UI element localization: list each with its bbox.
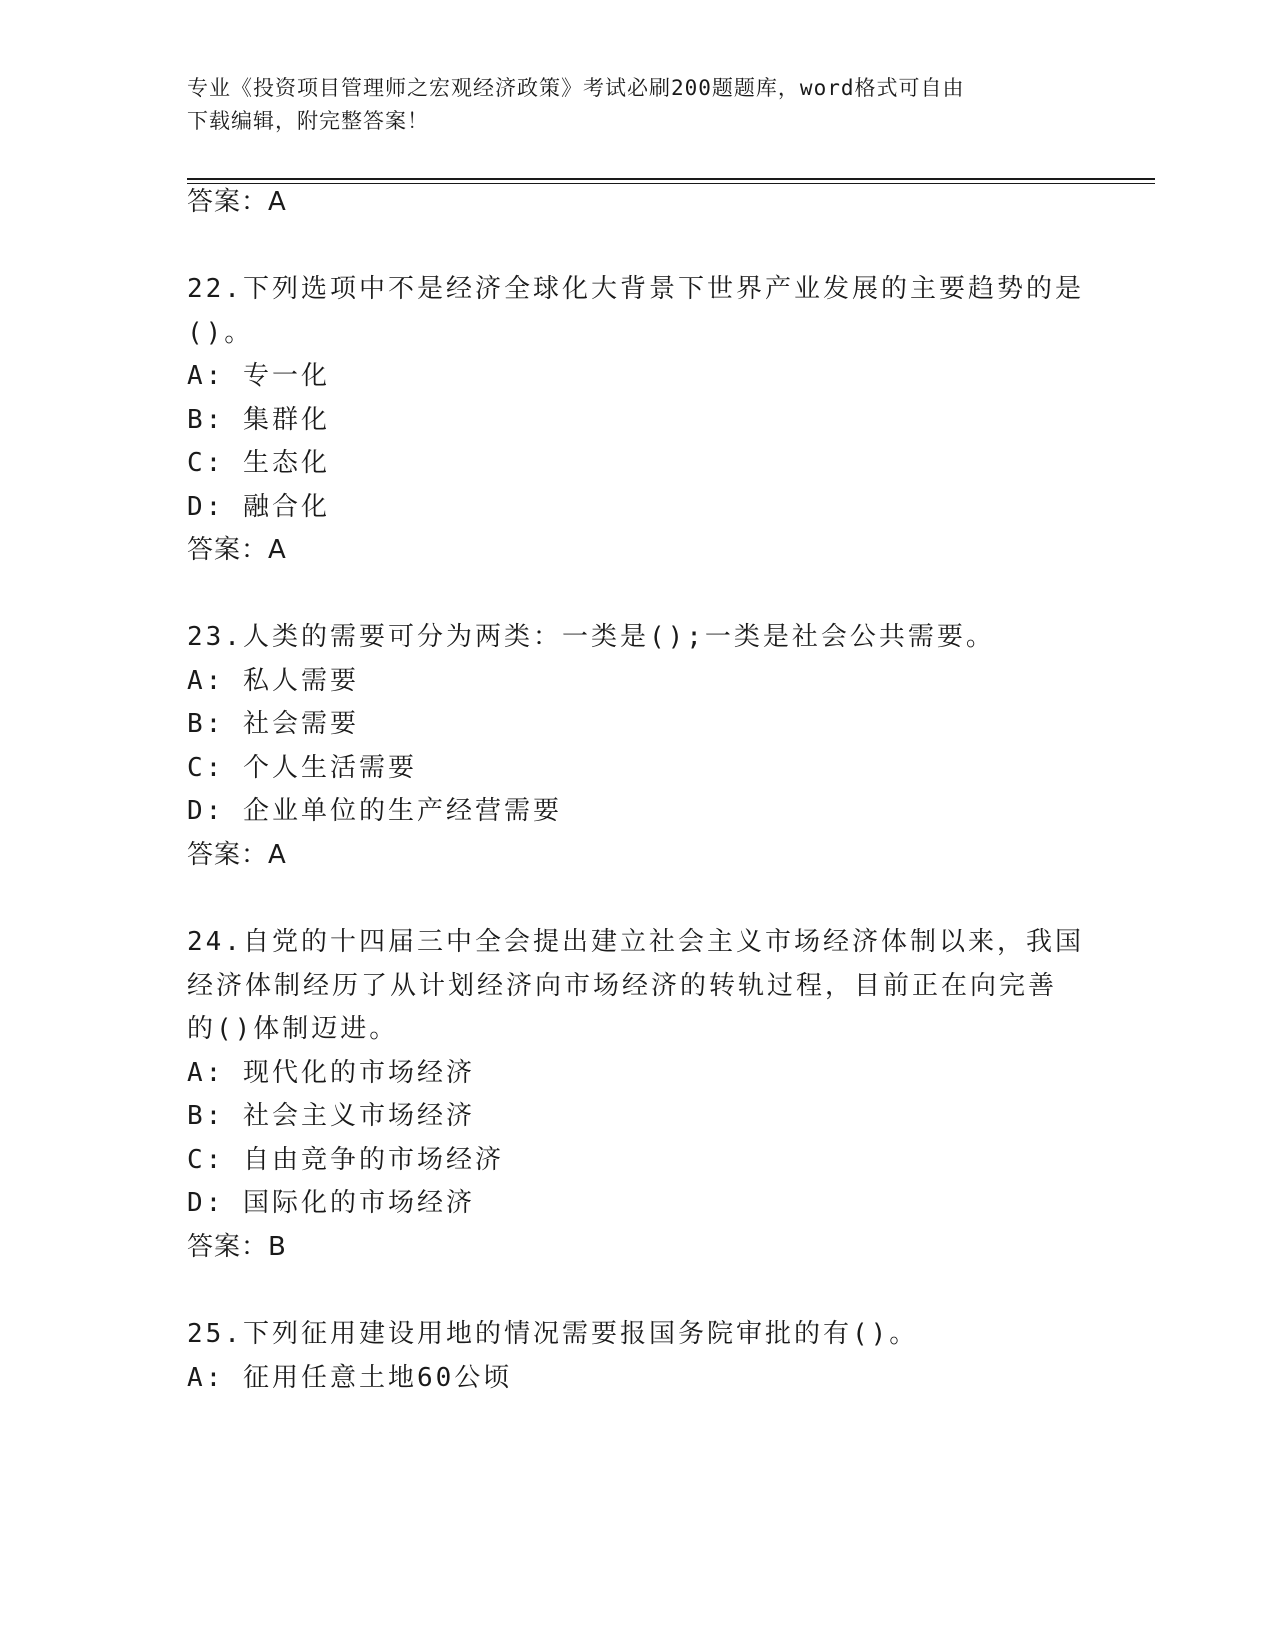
q23-option-a: A: 私人需要 [187, 666, 359, 696]
q25-option-a: A: 征用任意土地60公顷 [187, 1363, 513, 1393]
q24-option-c: C: 自由竞争的市场经济 [187, 1145, 504, 1175]
q22-option-d: D: 融合化 [187, 492, 330, 522]
q24-option-d: D: 国际化的市场经济 [187, 1188, 475, 1218]
q23-stem-line-1: 23.人类的需要可分为两类：一类是();一类是社会公共需要。 [187, 622, 995, 652]
q23-option-c: C: 个人生活需要 [187, 753, 417, 783]
header-divider-thin [187, 183, 1155, 184]
q24-answer: 答案：B [187, 1232, 287, 1262]
header-line-2: 下载编辑，附完整答案！ [187, 109, 429, 133]
header-divider-thick [187, 178, 1155, 180]
header-line-1: 专业《投资项目管理师之宏观经济政策》考试必刷200题题库，word格式可自由 [187, 76, 965, 100]
q22-option-b: B: 集群化 [187, 405, 330, 435]
q24-option-b: B: 社会主义市场经济 [187, 1101, 475, 1131]
q23-option-d: D: 企业单位的生产经营需要 [187, 796, 562, 826]
q24-stem-line-1: 24.自党的十四届三中全会提出建立社会主义市场经济体制以来，我国 [187, 927, 1084, 957]
q24-stem-line-2: 经济体制经历了从计划经济向市场经济的转轨过程，目前正在向完善 [187, 971, 1058, 1001]
q24-stem-line-3: 的()体制迈进。 [187, 1014, 399, 1044]
q22-option-c: C: 生态化 [187, 448, 330, 478]
q22-stem-line-2: ()。 [187, 318, 254, 348]
document-header [187, 72, 1087, 138]
q22-option-a: A: 专一化 [187, 361, 330, 391]
prev-answer: 答案：A [187, 187, 287, 217]
q23-answer: 答案：A [187, 840, 287, 870]
q24-option-a: A: 现代化的市场经济 [187, 1058, 475, 1088]
q23-option-b: B: 社会需要 [187, 709, 359, 739]
q22-stem-line-1: 22.下列选项中不是经济全球化大背景下世界产业发展的主要趋势的是 [187, 274, 1084, 304]
q25-stem-line-1: 25.下列征用建设用地的情况需要报国务院审批的有()。 [187, 1319, 919, 1349]
q22-answer: 答案：A [187, 535, 287, 565]
